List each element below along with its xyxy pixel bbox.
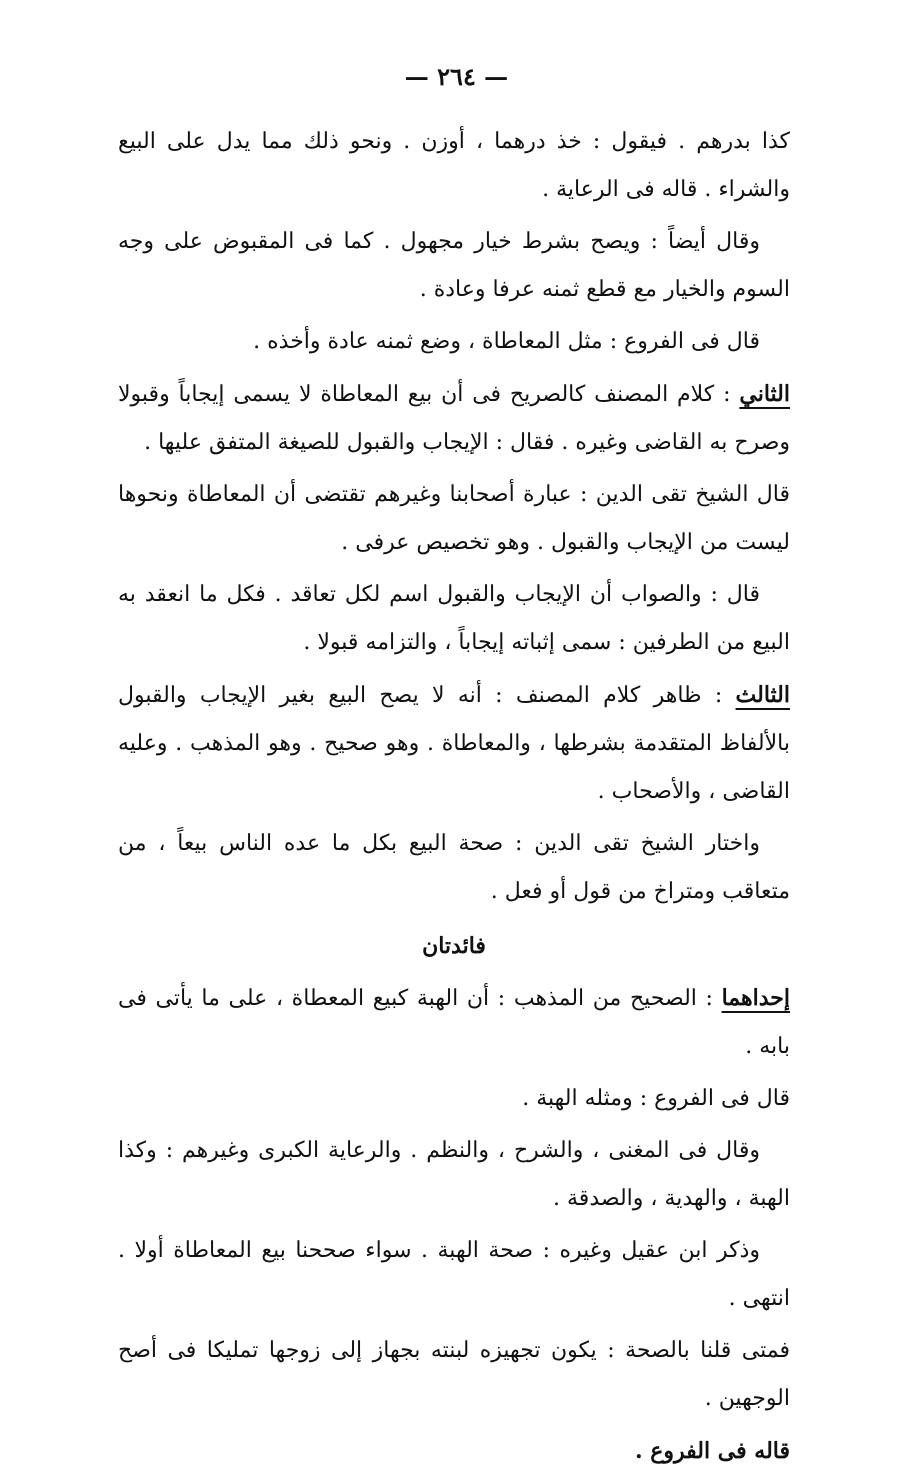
paragraph — [118, 571, 790, 667]
paragraph-text: قال فى الفروع : ومثله الهبة . — [522, 1086, 790, 1111]
paragraph-text: واختار الشيخ تقى الدين : صحة البيع بكل ما عده الناس بيعاً ، من متعاقب ومتراخ من قول أو فعل . — [118, 831, 790, 904]
paragraph-text: قال : والصواب أن الإيجاب والقبول اسم لكل تعاقد . فكل ما انعقد به البيع من الطرفين : سمى إثباته إيجاباً ، والتزامه قبولا . — [118, 582, 790, 655]
paragraph — [118, 974, 790, 1071]
paragraph — [118, 1327, 790, 1423]
paragraph — [118, 1127, 790, 1223]
lead-word: الثالث — [735, 682, 790, 708]
paragraph-text: وقال فى المغنى ، والشرح ، والنظم . والرعاية الكبرى وغيرهم : وكذا الهبة ، والهدية ، والصدقة . — [118, 1138, 790, 1211]
paragraph-text: فمتى قلنا بالصحة : يكون تجهيزه لبنته بجهاز إلى زوجها تمليكا فى أصح الوجهين . — [118, 1338, 790, 1411]
paragraph-text: وذكر ابن عقيل وغيره : صحة الهبة . سواء صححنا بيع المعاطاة أولا . انتهى . — [118, 1238, 790, 1311]
paragraph — [118, 1075, 790, 1123]
paragraph — [118, 671, 790, 816]
body-text — [118, 118, 790, 1480]
paragraph-text: قال فى الفروع : مثل المعاطاة ، وضع ثمنه عادة وأخذه . — [253, 329, 760, 354]
paragraph — [118, 1427, 790, 1476]
paragraph-text: قال الشيخ تقى الدين : عبارة أصحابنا وغيرهم تقتضى أن المعاطاة ونحوها ليست من الإيجاب والقبول . وهو تخصيص عرفى . — [118, 482, 790, 555]
paragraph — [118, 218, 790, 314]
paragraph — [118, 820, 790, 916]
paragraph — [118, 118, 790, 214]
paragraph-text: قاله فى الفروع . — [634, 1438, 790, 1464]
paragraph — [118, 318, 790, 366]
paragraph — [118, 370, 790, 467]
paragraph-text: : ظاهر كلام المصنف : أنه لا يصح البيع بغير الإيجاب والقبول بالألفاظ المتقدمة بشرطها ، والمعاطاة . وهو صحيح . وهو المذهب . وعليه القاضى ، والأصحاب . — [118, 683, 790, 804]
paragraph-text: : الصحيح من المذهب : أن الهبة كبيع المعطاة ، على ما يأتى فى بابه . — [118, 986, 790, 1059]
page-number: — ٢٦٤ — — [404, 62, 509, 91]
paragraph-text: كذا بدرهم . فيقول : خذ درهما ، أوزن . ونحو ذلك مما يدل على البيع والشراء . قاله فى الرعاية . — [118, 129, 790, 202]
paragraph-text: وقال أيضاً : ويصح بشرط خيار مجهول . كما فى المقبوض على وجه السوم والخيار مع قطع ثمنه عرفا وعادة . — [118, 229, 790, 302]
lead-word: الثاني — [739, 381, 790, 407]
section-heading: فائدتان — [422, 933, 486, 959]
paragraph-text: : كلام المصنف كالصريح فى أن بيع المعاطاة لا يسمى إيجاباً وقبولا وصرح به القاضى وغيره . فقال : الإيجاب والقبول للصيغة المتفق عليها . — [118, 382, 790, 455]
paragraph — [118, 1227, 790, 1323]
lead-word: إحداهما — [721, 985, 790, 1011]
paragraph — [118, 471, 790, 567]
